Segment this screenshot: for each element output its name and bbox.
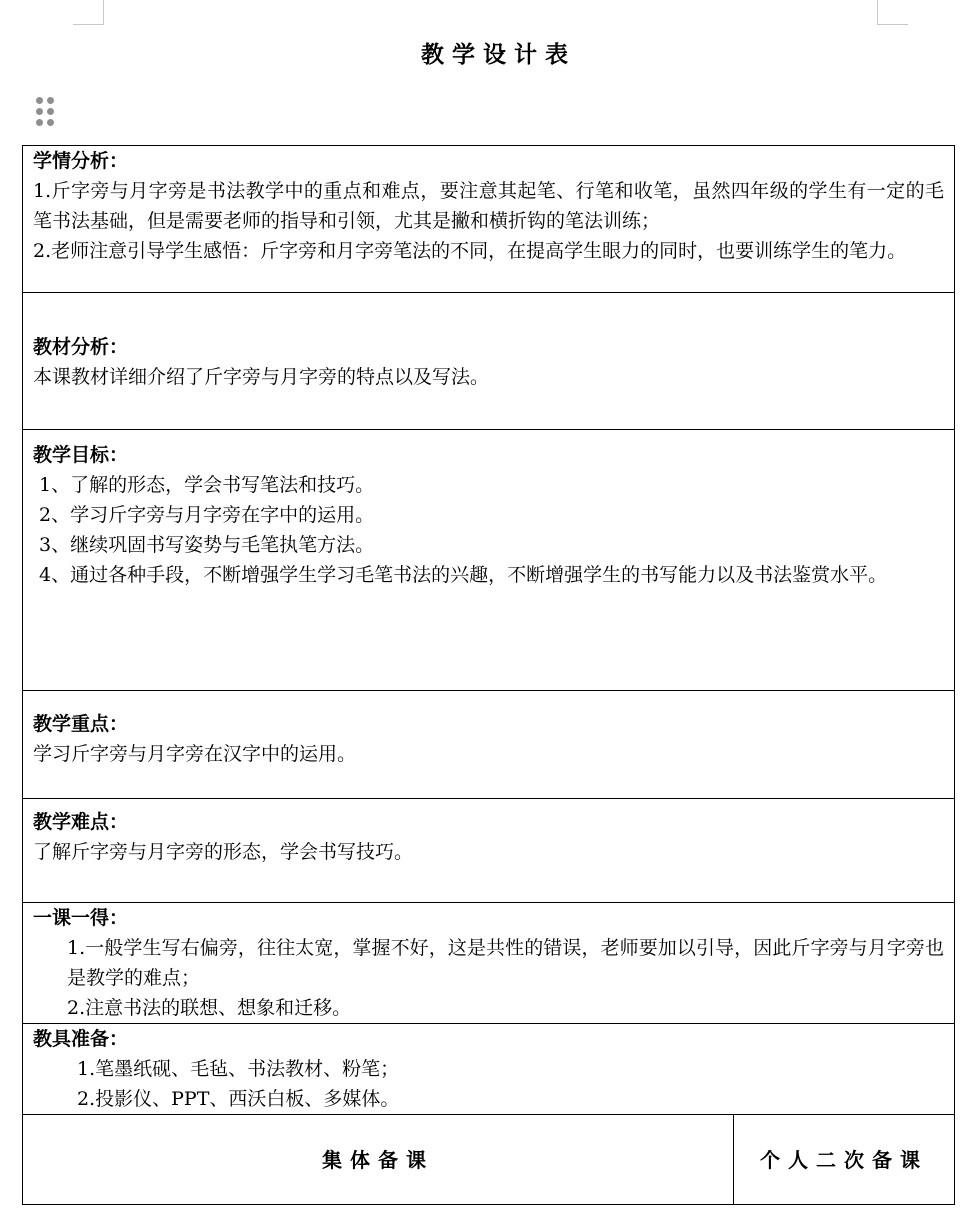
teaching-design-table [22, 145, 955, 1205]
material-analysis-line-1: 本课教材详细介绍了斤字旁与月字旁的特点以及写法。 [33, 366, 490, 388]
cell-material-analysis[interactable] [23, 293, 955, 430]
tools-line-2: 2.投影仪、PPT、西沃白板、多媒体。 [77, 1088, 400, 1110]
student-analysis-line-2: 2.老师注意引导学生感悟：斤字旁和月字旁笔法的不同，在提高学生眼力的同时，也要训练学生的笔力。 [33, 240, 907, 262]
difficulties-line-1: 了解斤字旁与月字旁的形态，学会书写技巧。 [33, 841, 414, 863]
row-lesson-gain [23, 903, 955, 1024]
row-teaching-goals [23, 430, 955, 691]
key-points-line-1: 学习斤字旁与月字旁在汉字中的运用。 [33, 743, 357, 765]
row-key-points [23, 691, 955, 799]
cell-teaching-goals[interactable] [23, 430, 955, 691]
teaching-goal-1: 1、了解的形态，学会书写笔法和技巧。 [33, 474, 375, 496]
cell-key-points[interactable] [23, 691, 955, 799]
student-analysis-line-1: 1.斤字旁与月字旁是书法教学中的重点和难点，要注意其起笔、行笔和收笔，虽然四年级的学生有一定的毛笔书法基础，但是需要老师的指导和引领，尤其是撇和横折钩的笔法训练； [33, 180, 945, 232]
row-lesson-prep [23, 1115, 955, 1205]
row-tools [23, 1024, 955, 1115]
teaching-goal-3: 3、继续巩固书写姿势与毛笔执笔方法。 [33, 534, 375, 556]
document-title: 教学设计表 [421, 41, 576, 68]
page-corner-mark-left [73, 0, 104, 25]
collective-prep-cell[interactable]: 集体备课 [23, 1115, 734, 1205]
cell-lesson-gain[interactable] [23, 903, 955, 1024]
material-analysis-label: 教材分析： [33, 336, 129, 358]
row-difficulties [23, 799, 955, 903]
lesson-gain-line-1: 1.一般学生写右偏旁，往往太宽，掌握不好，这是共性的错误，老师要加以引导，因此斤字旁与月字旁也是教学的难点； [67, 937, 945, 989]
tools-label: 教具准备： [33, 1028, 129, 1050]
teaching-goals-label: 教学目标： [33, 444, 129, 466]
difficulties-label: 教学难点： [33, 811, 129, 833]
lesson-gain-line-2: 2.注意书法的联想、想象和迁移。 [67, 997, 352, 1019]
cell-student-analysis[interactable] [23, 146, 955, 293]
teaching-goal-4: 4、通过各种手段，不断增强学生学习毛笔书法的兴趣，不断增强学生的书写能力以及书法鉴赏水平。 [33, 564, 888, 586]
tools-line-1: 1.笔墨纸砚、毛毡、书法教材、粉笔； [77, 1058, 400, 1080]
personal-prep-cell[interactable]: 个人二次备课 [734, 1115, 955, 1205]
row-student-analysis [23, 146, 955, 293]
teaching-goal-2: 2、学习斤字旁与月字旁在字中的运用。 [33, 504, 375, 526]
student-analysis-label: 学情分析： [33, 150, 129, 172]
cell-tools[interactable] [23, 1024, 955, 1115]
cell-difficulties[interactable] [23, 799, 955, 903]
key-points-label: 教学重点： [33, 713, 129, 735]
row-material-analysis [23, 293, 955, 430]
lesson-gain-label: 一课一得： [33, 907, 129, 929]
table-drag-handle-icon[interactable] [36, 97, 56, 127]
page-corner-mark-right [877, 0, 908, 25]
